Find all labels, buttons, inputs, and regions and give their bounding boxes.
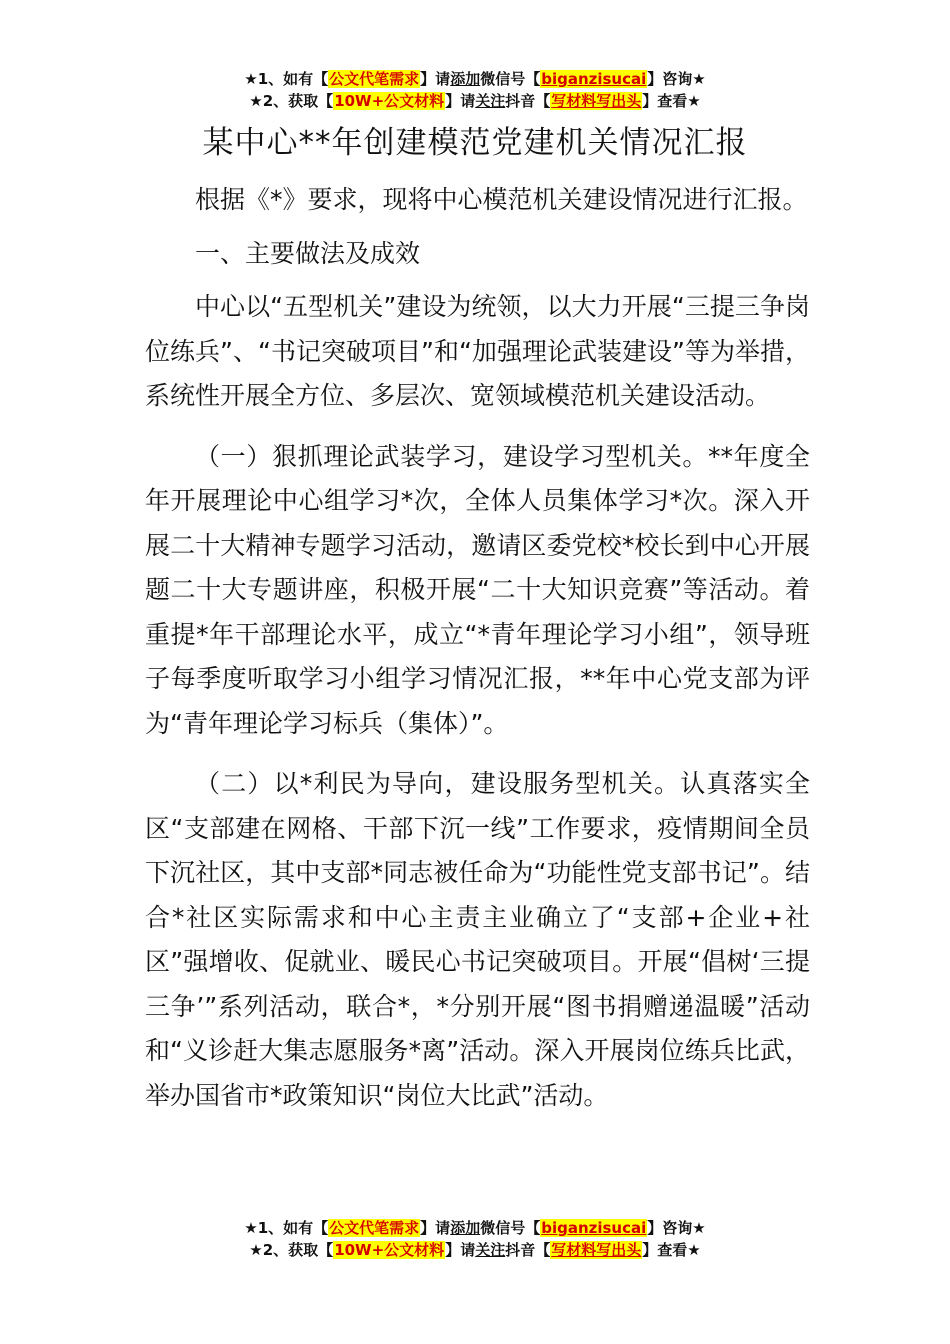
banner-emphasis: 添加: [450, 1219, 481, 1237]
banner-highlight: 公文代笔需求: [329, 1219, 420, 1237]
paragraph-service: （二）以*利民为导向，建设服务型机关。认真落实全区“支部建在网格、干部下沉一线”工作要求，疫情期间全员下沉社区，其中支部*同志被任命为“功能性党支部书记”。结合*社区实际需求和中心主责主业确立了“支部+企业+社区”强增收、促就业、暖民心书记突破项目。开展“倡树‘三提三争’”系列活动，联合*，*分别开展“图书捐赠递温暖”活动和“义诊赶大集志愿服务*离”活动。深入开展岗位练兵比武，举办国省市*政策知识“岗位大比武”活动。: [145, 769, 810, 1110]
banner-line-2: [0, 1239, 950, 1261]
banner-text: 】请: [445, 92, 476, 110]
paragraph-overview: 中心以“五型机关”建设为统领，以大力开展“三提三争岗位练兵”、“书记突破项目”和“加强理论武装建设”等为举措，系统性开展全方位、多层次、宽领域模范机关建设活动。: [145, 292, 810, 410]
banner-line-2: [0, 90, 950, 112]
document-body: [145, 178, 810, 1127]
banner-text: ★1、如有【: [244, 1219, 329, 1237]
top-banner: [0, 68, 950, 112]
banner-emphasis: 关注: [475, 1241, 506, 1259]
banner-text: 】咨询★: [647, 70, 706, 88]
banner-text: ★2、获取【: [249, 92, 334, 110]
banner-text: ★1、如有【: [244, 70, 329, 88]
banner-text: 抖音【: [505, 92, 551, 110]
bottom-banner: [0, 1217, 950, 1261]
banner-emphasis: 添加: [450, 70, 481, 88]
document-title: 某中心**年创建模范党建机关情况汇报: [202, 125, 748, 161]
banner-emphasis: 关注: [475, 92, 506, 110]
banner-douyin-id: 写材料写出头: [551, 92, 642, 110]
banner-text: 】查看★: [642, 92, 701, 110]
banner-text: ★2、获取【: [249, 1241, 334, 1259]
banner-text: 】请: [445, 1241, 476, 1259]
section-heading: 一、主要做法及成效: [195, 238, 421, 268]
banner-text: 】请: [420, 70, 451, 88]
banner-text: 微信号【: [480, 1219, 541, 1237]
banner-wechat-id: biganzisucai: [541, 1219, 647, 1237]
banner-highlight: 10W+公文材料: [334, 92, 445, 110]
banner-douyin-id: 写材料写出头: [551, 1241, 642, 1259]
banner-line-1: [0, 1217, 950, 1239]
banner-highlight: 公文代笔需求: [329, 70, 420, 88]
banner-text: 】请: [420, 1219, 451, 1237]
banner-text: 】咨询★: [647, 1219, 706, 1237]
banner-text: 抖音【: [505, 1241, 551, 1259]
paragraph-learning: （一）狠抓理论武装学习，建设学习型机关。**年度全年开展理论中心组学习*次，全体人员集体学习*次。深入开展二十大精神专题学习活动，邀请区委党校*校长到中心开展题二十大专题讲座，积极开展“二十大知识竞赛”等活动。着重提*年干部理论水平，成立“*青年理论学习小组”，领导班子每季度听取学习小组学习情况汇报，**年中心党支部为评为“青年理论学习标兵（集体）”。: [145, 441, 810, 738]
banner-highlight: 10W+公文材料: [334, 1241, 445, 1259]
paragraph-intro: 根据《*》要求，现将中心模范机关建设情况进行汇报。: [195, 185, 808, 214]
banner-text: 微信号【: [480, 70, 541, 88]
banner-wechat-id: biganzisucai: [541, 70, 647, 88]
banner-text: 】查看★: [642, 1241, 701, 1259]
banner-line-1: [0, 68, 950, 90]
